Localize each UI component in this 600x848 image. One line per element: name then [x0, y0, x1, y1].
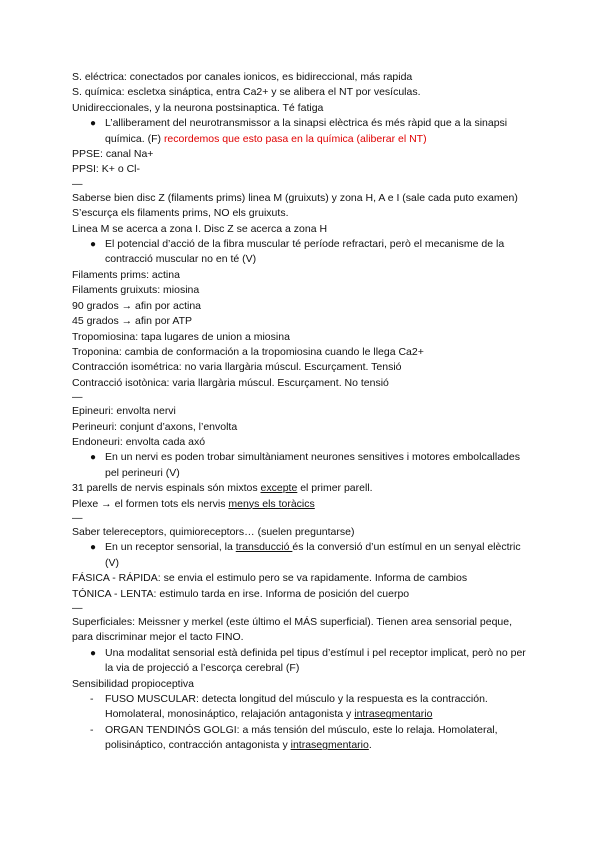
text-line: Filaments prims: actina	[72, 268, 180, 281]
text-line: Filaments gruixuts: miosina	[72, 284, 200, 297]
dash-text: FUSO MUSCULAR: detecta longitud del músculo y la respuesta es la contracción. Homolateral, monosináptico, relajación antagonista y	[105, 693, 488, 721]
text-line: FÁSICA - RÁPIDA: se envia el estimulo pero se va rapidamente. Informa de cambios	[72, 572, 468, 585]
red-annotation: recordemos que esto pasa en la química (aliberar el NT)	[163, 132, 427, 145]
bullet-icon: ●	[90, 118, 97, 130]
underlined-text: intrasegmentario	[290, 739, 369, 752]
text-line	[72, 481, 532, 496]
text-line: Superficiales: Meissner y merkel (este último el MÁS superficial). Tienen area sensorial peque, para discriminar mejor el tacto FINO.	[72, 616, 513, 644]
text-line: Unidireccionales, y la neurona postsinaptica. Té fatiga	[72, 101, 324, 114]
dash-item	[72, 692, 532, 723]
text-line: PPSE: canal Na+	[72, 148, 154, 161]
bullet-icon: ●	[90, 542, 97, 554]
text-line: S. química: escletxa sináptica, entra Ca2+ y se alibera el NT por vesículas.	[72, 86, 421, 99]
bullet-text: En un receptor sensorial, la	[105, 541, 236, 554]
text-line: Contracción isométrica: no varia llargària múscul. Escurçament. Tensió	[72, 361, 402, 374]
text-line: TÓNICA - LENTA: estimulo tarda en irse. Informa de posición del cuerpo	[72, 587, 410, 600]
text-line: S’escurça els filaments prims, NO els gruixuts.	[72, 207, 289, 220]
section-separator: —	[72, 391, 83, 404]
text-line: Troponina: cambia de conformación a la tropomiosina cuando le llega Ca2+	[72, 345, 424, 358]
bullet-item	[72, 646, 532, 677]
underlined-text: transducció	[235, 541, 293, 554]
bullet-icon: ●	[90, 239, 97, 251]
text-span: el primer parell.	[297, 482, 373, 495]
section-separator: —	[72, 602, 83, 614]
dash-icon: -	[90, 723, 94, 736]
text-line: Endoneuri: envolta cada axó	[72, 435, 206, 448]
text-line: Perineuri: conjunt d’axons, l’envolta	[72, 420, 238, 433]
dash-icon: -	[90, 693, 94, 706]
bullet-text: En un nervi es poden trobar simultàniament neurones sensitives i motores embolcallades pel perineuri (V)	[105, 451, 520, 479]
bullet-item	[72, 116, 532, 147]
dash-text: .	[368, 739, 372, 752]
text-line: Saber telereceptors, quimioreceptors… (suelen preguntarse)	[72, 525, 355, 538]
section-separator: —	[72, 511, 83, 524]
bullet-text: és la conversió d’un estímul en un senyal elèctric (V)	[105, 541, 521, 569]
text-line: Epineuri: envolta nervi	[72, 405, 176, 418]
bullet-text: El potencial d’acció de la fibra muscular té període refractari, però el mecanisme de la contracció muscular no en té (V)	[105, 238, 505, 266]
text-line: Sensibilidad propioceptiva	[72, 677, 194, 690]
text-line: S. eléctrica: conectados por canales ionicos, es bidireccional, más rapida	[72, 71, 413, 83]
text-line: 45 grados → afin por ATP	[72, 315, 193, 328]
text-line: Contracció isotònica: varia llargària múscul. Escurçament. No tensió	[72, 376, 389, 389]
underlined-text: intrasegmentario	[354, 708, 433, 721]
bullet-item	[72, 450, 532, 481]
underlined-text: excepte	[260, 482, 298, 495]
dash-item	[72, 723, 532, 754]
document-body	[72, 70, 532, 754]
text-span: 31 parells de nervis espinals són mixtos	[72, 482, 261, 495]
bullet-item	[72, 540, 532, 571]
text-span: Plexe → el formen tots els nervis	[72, 497, 229, 510]
underlined-text: menys els toràcics	[228, 497, 315, 510]
text-line: 90 grados → afin por actina	[72, 299, 201, 312]
dash-text: ORGAN TENDINÓS GOLGI: a más tensión del músculo, este lo relaja. Homolateral, polisináptico, contracción antagonista y	[105, 723, 498, 752]
bullet-text: L’alliberament del neurotransmissor a la sinapsi elèctrica és més ràpid que a la sinapsi química. (F)	[105, 117, 508, 145]
bullet-icon: ●	[90, 647, 97, 659]
text-line: Saberse bien disc Z (filaments prims) linea M (gruixuts) y zona H, A e I (sale cada puto examen)	[72, 191, 518, 204]
text-line: Linea M se acerca a zona I. Disc Z se acerca a zona H	[72, 222, 328, 235]
section-separator: —	[72, 177, 83, 190]
bullet-item	[72, 237, 532, 268]
text-line: PPSI: K+ o Cl-	[72, 163, 140, 176]
bullet-icon: ●	[90, 452, 97, 464]
bullet-text: Una modalitat sensorial està definida pel tipus d’estímul i pel receptor implicat, però no per la via de projecció a l’escorça cerebral (F)	[105, 646, 526, 675]
text-line	[72, 497, 532, 512]
text-line: Tropomiosina: tapa lugares de union a miosina	[72, 330, 290, 343]
